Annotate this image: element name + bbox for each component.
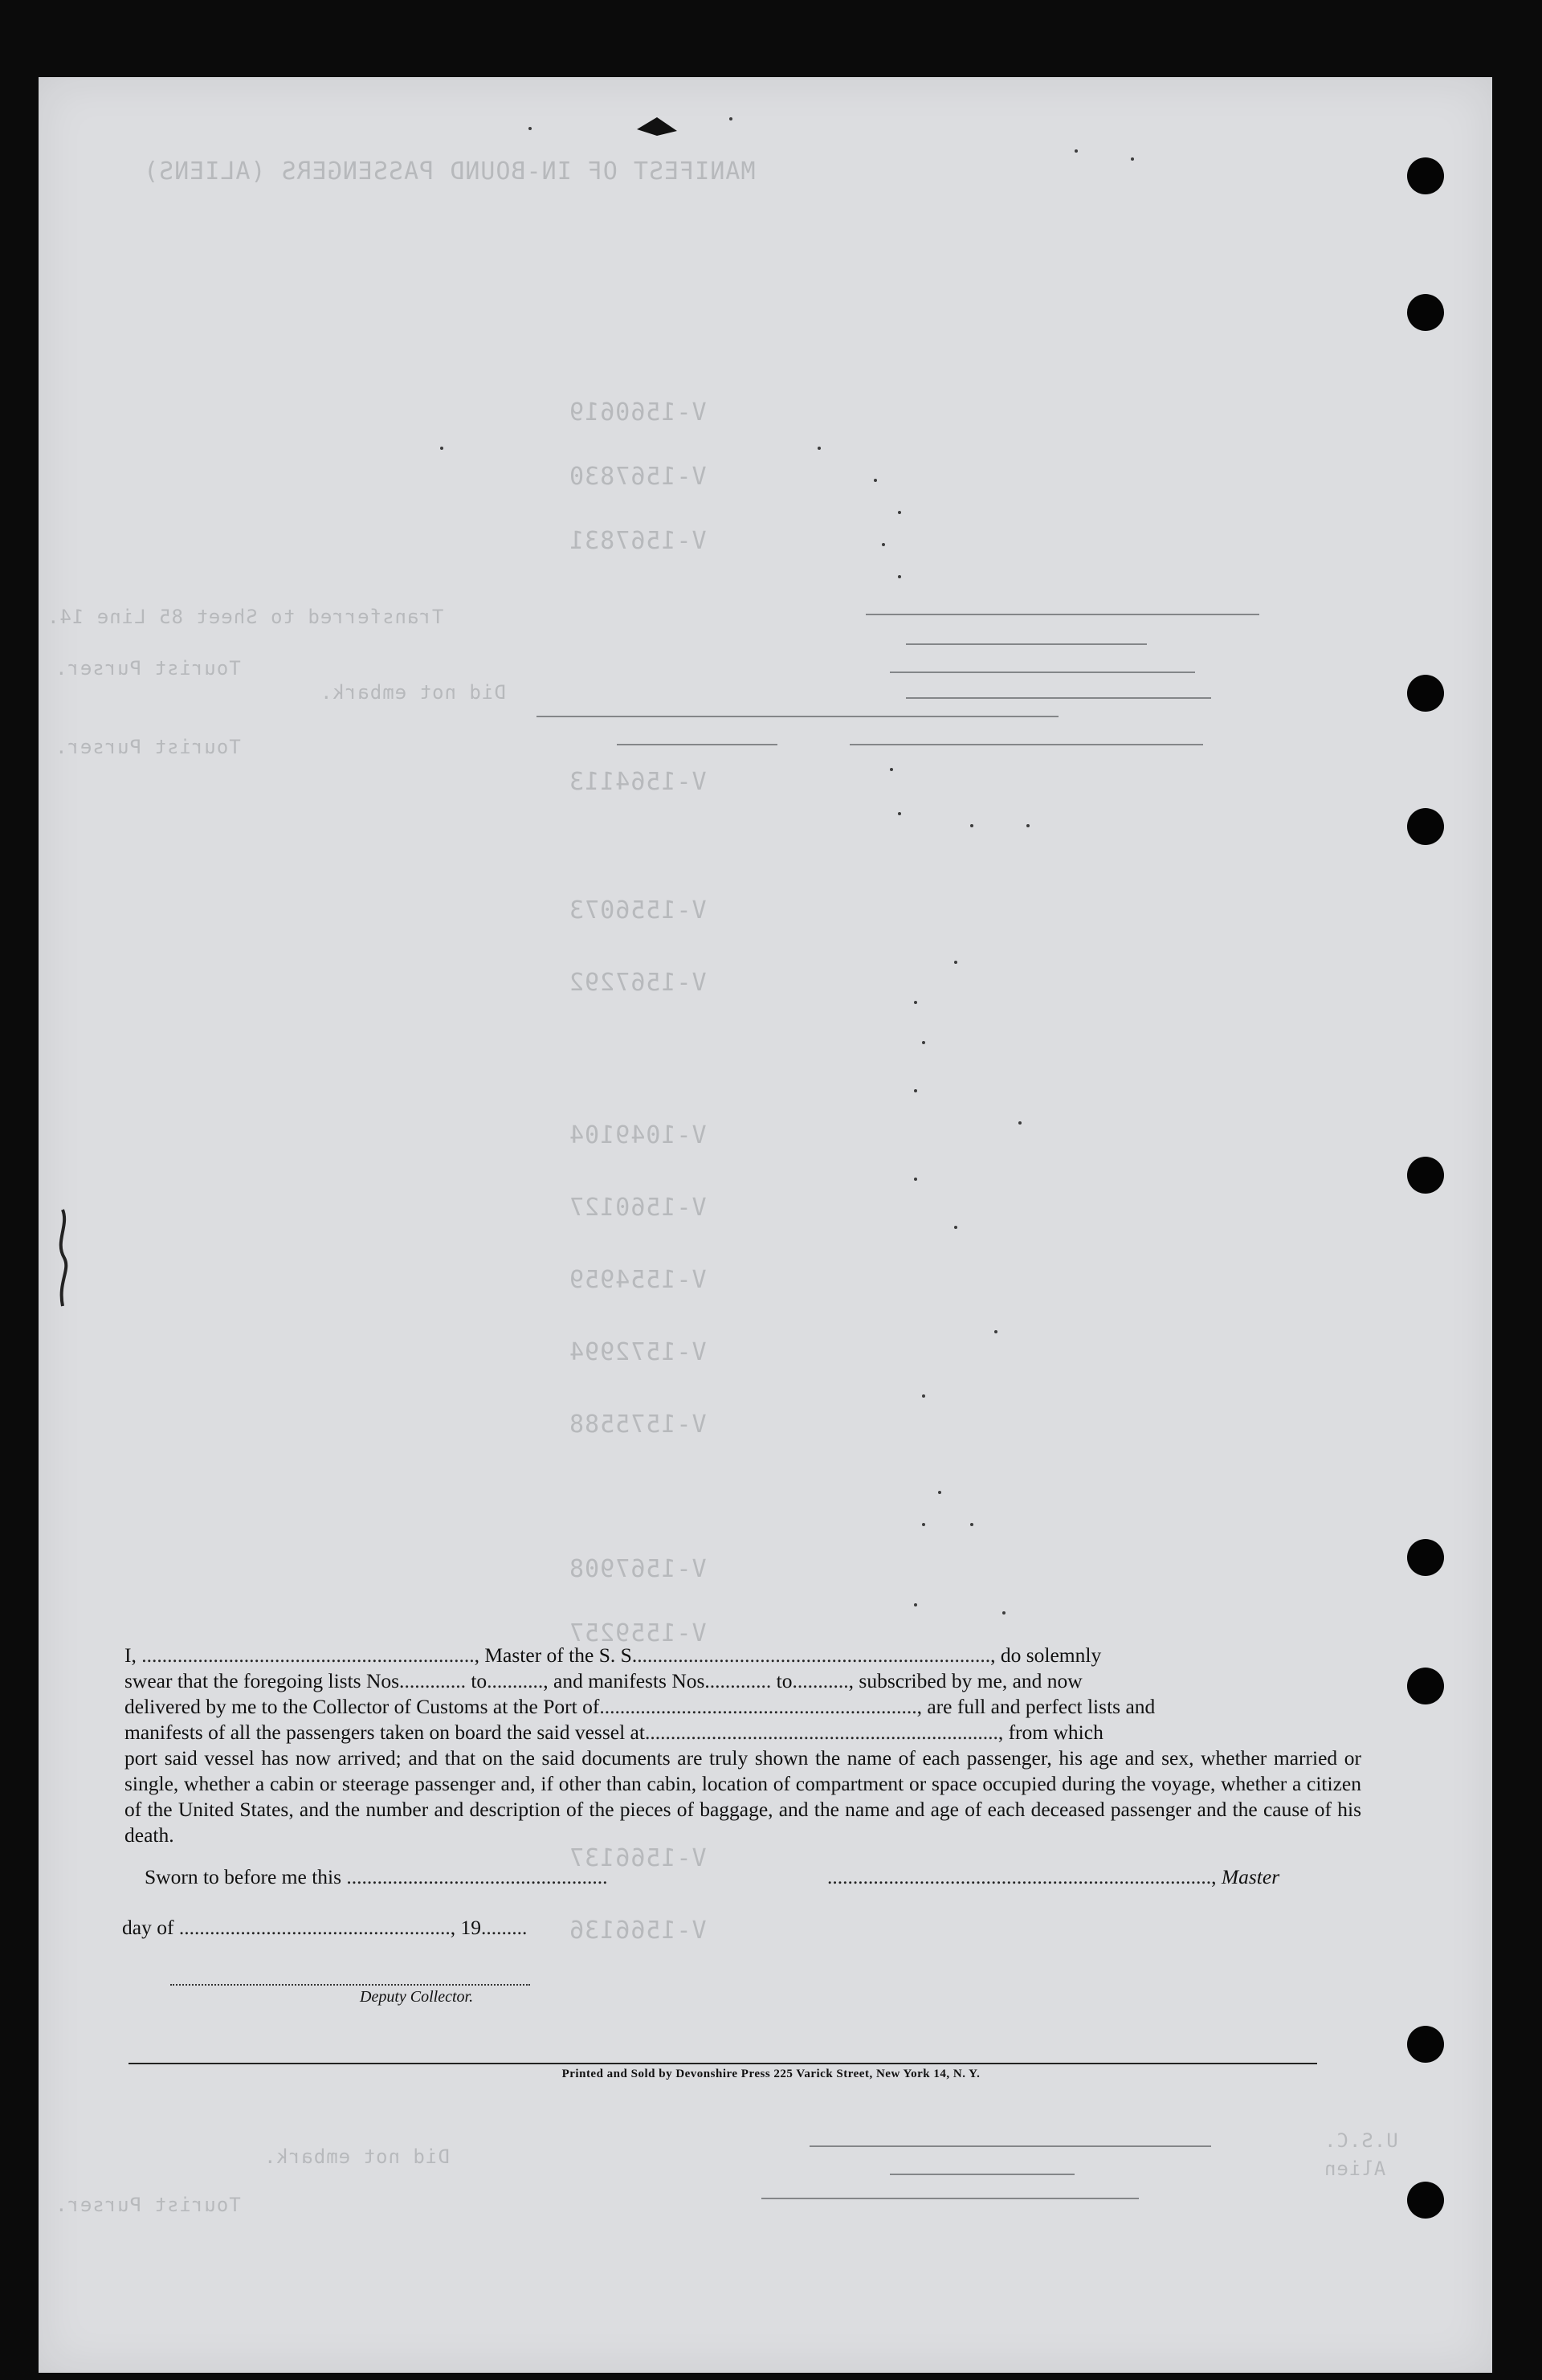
blank-sworn-day: ................................................... <box>346 1865 608 1888</box>
ink-dot <box>970 1523 973 1526</box>
punch-hole <box>1407 2026 1444 2063</box>
ghost-row: V-1559257 <box>569 1619 707 1647</box>
ink-dot <box>729 117 732 120</box>
ink-dot <box>1131 157 1134 161</box>
ink-dot <box>922 1523 925 1526</box>
ink-dot <box>874 479 877 482</box>
punch-hole <box>1407 1668 1444 1704</box>
ghost-row: V-1560127 <box>569 1194 707 1222</box>
ink-dot <box>954 961 957 964</box>
ink-dot <box>1018 1121 1022 1125</box>
oath-text: manifests of all the passengers taken on board the said vessel at <box>124 1721 645 1744</box>
ink-dot <box>914 1178 917 1181</box>
blank-year: ......... <box>480 1916 528 1939</box>
ink-dot <box>528 127 532 130</box>
ghost-row: V-1575588 <box>569 1410 707 1439</box>
oath-line-3 <box>124 1694 1361 1720</box>
ink-dot <box>440 447 443 450</box>
punch-hole <box>1407 157 1444 194</box>
day-of-line <box>122 1916 527 1940</box>
bleed-line <box>761 2198 1139 2199</box>
bleed-line <box>617 744 777 745</box>
ghost-row: V-1554959 <box>569 1266 707 1294</box>
oath-line-1 <box>124 1643 1361 1668</box>
blank-manifest-from: ............ <box>709 1669 772 1692</box>
ghost-note: Tourist Purser. <box>55 657 241 680</box>
blank-port: .............................................................. <box>599 1695 917 1718</box>
master-label: Master <box>1221 1865 1280 1888</box>
ghost-row: V-1556073 <box>569 896 707 925</box>
oath-text: , and manifests Nos. <box>543 1669 710 1692</box>
ghost-row: V-1566136 <box>569 1917 707 1945</box>
oath-text: swear that the foregoing lists Nos. <box>124 1669 405 1692</box>
ink-dot <box>922 1394 925 1398</box>
punch-hole <box>1407 294 1444 331</box>
oath-text: I, <box>124 1643 142 1667</box>
ghost-header: MANIFEST OF IN-BOUND PASSENGERS (ALIENS) <box>143 157 756 186</box>
ink-dot <box>914 1603 917 1606</box>
oath-text: to <box>771 1669 793 1692</box>
ghost-row: V-1567292 <box>569 969 707 997</box>
ghost-note: Tourist Purser. <box>55 2194 241 2216</box>
ghost-note: Tourist Purser. <box>55 736 241 758</box>
oath-text: to <box>465 1669 487 1692</box>
ink-dot <box>898 511 901 514</box>
blank-vessel-name: ..................................................................... <box>637 1643 991 1667</box>
header-ink-blot <box>633 113 681 137</box>
ghost-margin: Alien <box>1324 2158 1386 2180</box>
blank-list-to: ........... <box>487 1669 544 1692</box>
oath-text: , do solemnly <box>990 1643 1102 1667</box>
ink-dot <box>1026 824 1030 827</box>
ink-dot <box>898 812 901 815</box>
ink-dot <box>890 768 893 771</box>
oath-text: , subscribed by me, and now <box>848 1669 1083 1692</box>
ghost-note: Transferred to Sheet 85 Line 14. <box>47 606 444 628</box>
ghost-note: Did not embark. <box>263 2145 450 2168</box>
blank-departure-port: ..................................................................... <box>644 1721 998 1744</box>
punch-hole <box>1407 675 1444 712</box>
blank-master-name: ................................................................. <box>141 1643 475 1667</box>
ink-dot <box>954 1226 957 1229</box>
bleed-line <box>536 716 1059 717</box>
oath-line-2 <box>124 1668 1361 1694</box>
ghost-row: V-1572994 <box>569 1338 707 1366</box>
bleed-line <box>850 744 1203 745</box>
oath-text: delivered by me to the Collector of Customs at the Port of <box>124 1695 600 1718</box>
bleed-line <box>906 643 1147 645</box>
ghost-margin: U.S.C. <box>1324 2129 1398 2152</box>
punch-hole <box>1407 2182 1444 2219</box>
ink-dot <box>818 447 821 450</box>
punch-hole <box>1407 1157 1444 1194</box>
sworn-line <box>145 1865 608 1889</box>
oath-text: , are full and perfect lists and <box>916 1695 1156 1718</box>
ghost-row: V-1049104 <box>569 1121 707 1149</box>
ink-dot <box>914 1001 917 1004</box>
footer-rule <box>128 2063 1317 2064</box>
oath-line-4 <box>124 1720 1361 1745</box>
ink-dot <box>970 824 973 827</box>
oath-text: , from which <box>997 1721 1103 1744</box>
manifest-sheet <box>39 77 1492 2373</box>
ghost-row: V-1567830 <box>569 463 707 491</box>
margin-pen-mark <box>47 1202 79 1314</box>
punch-hole <box>1407 808 1444 845</box>
oath-body: port said vessel has now arrived; and that on the said documents are truly shown the name of each passenger, his age and sex, whether married or single, whether a cabin or steerage passenger and, if other than cabin, location of compartment or space occupied during the voyage, whether a citizen of the United States, and the number and description of the pieces of baggage, and the name and age of each deceased passenger and the cause of his death. <box>124 1746 1361 1847</box>
year-prefix: , 19 <box>450 1916 481 1939</box>
ghost-row: V-1567831 <box>569 527 707 555</box>
master-signature-line <box>827 1865 1279 1889</box>
ink-dot <box>1002 1611 1006 1615</box>
ink-dot <box>994 1330 997 1333</box>
oath-declaration <box>124 1643 1361 1848</box>
deputy-signature-line <box>170 1984 530 1986</box>
master-comma: , <box>1211 1865 1222 1888</box>
blank-master-signature: ........................................................................... <box>827 1865 1212 1888</box>
ink-dot <box>922 1041 925 1044</box>
ink-dot <box>1075 149 1078 153</box>
bleed-line <box>890 672 1195 673</box>
blank-month: ..................................................... <box>178 1916 451 1939</box>
blank-list-from: ............ <box>404 1669 466 1692</box>
bleed-line <box>810 2145 1211 2147</box>
bleed-line <box>866 614 1259 615</box>
ghost-row: V-1564113 <box>569 768 707 796</box>
deputy-collector-label: Deputy Collector. <box>360 1988 474 2006</box>
ghost-note: Did not embark. <box>320 681 506 704</box>
punch-hole <box>1407 1539 1444 1576</box>
bleed-line <box>890 2174 1075 2175</box>
ink-dot <box>882 543 885 546</box>
ghost-row: V-1566137 <box>569 1844 707 1872</box>
printer-imprint: Printed and Sold by Devonshire Press 225 Varick Street, New York 14, N. Y. <box>561 2068 981 2080</box>
ghost-row: V-1567908 <box>569 1555 707 1583</box>
ink-dot <box>898 575 901 578</box>
bleed-line <box>906 697 1211 699</box>
ink-dot <box>938 1491 941 1494</box>
blank-manifest-to: ........... <box>792 1669 849 1692</box>
ink-dot <box>914 1089 917 1092</box>
sworn-label: Sworn to before me this <box>145 1865 342 1888</box>
oath-text: , Master of the S. S. <box>474 1643 638 1667</box>
ghost-row: V-1560619 <box>569 398 707 427</box>
day-of-label: day of <box>122 1916 174 1939</box>
